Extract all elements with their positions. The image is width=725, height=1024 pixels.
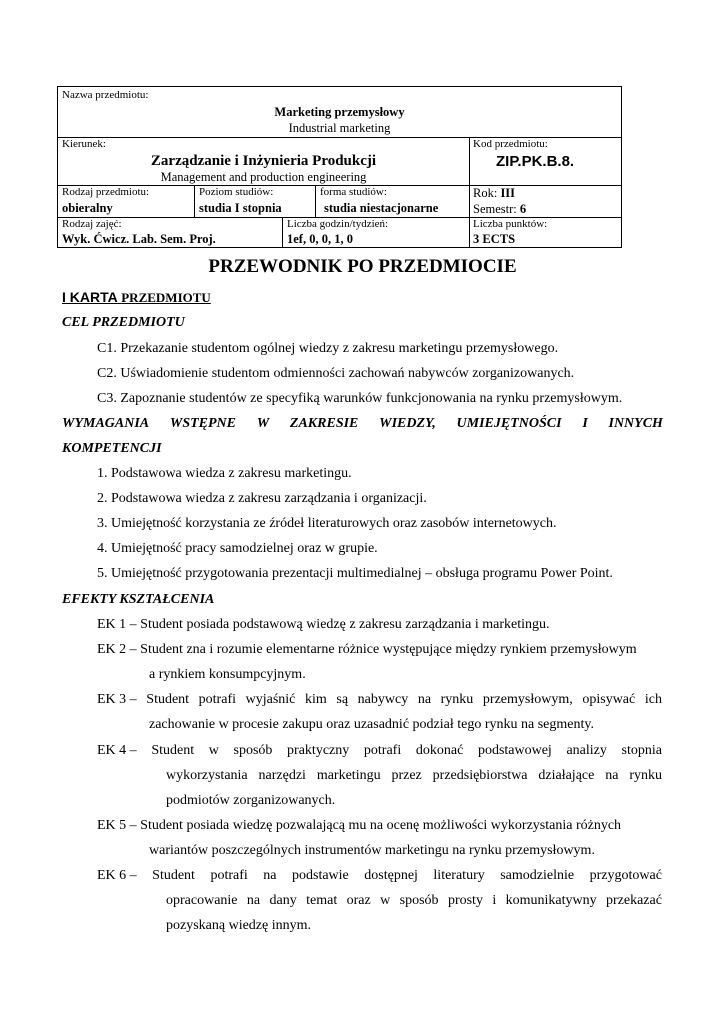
ek-word: marketingu — [316, 768, 381, 783]
efekty-heading: EFEKTY KSZTAŁCENIA — [62, 592, 215, 607]
ek-word: Student — [152, 868, 195, 883]
code-value: ZIP.PK.B.8. — [496, 153, 575, 170]
karta-prefix: I KARTA — [62, 289, 118, 305]
wymagania-item: 5. Umiejętność przygotowania prezentacji multimedialnej – obsługa programu Power Point. — [97, 566, 613, 581]
ek-word: przedsiębiorstwa — [432, 768, 528, 783]
heading-word: WIEDZY, — [379, 416, 436, 431]
heading-word: W — [256, 416, 270, 431]
ek-word: EK 6 – — [97, 868, 137, 883]
ek-word: na — [605, 768, 619, 783]
ek-word: dostępnej — [364, 868, 418, 883]
ek-word: w — [380, 893, 391, 908]
ek-word: literatury — [433, 868, 485, 883]
wymagania-item: 2. Podstawowa wiedza z zakresu zarządzania i organizacji. — [97, 491, 427, 506]
ek1: EK 1 – Student posiada podstawową wiedzę z zakresu zarządzania i marketingu. — [97, 617, 550, 632]
ek-word: oraz — [346, 893, 371, 908]
ek-word: rynku — [440, 692, 474, 707]
heading-word: ZAKRESIE — [289, 416, 359, 431]
type-label: Rodzaj przedmiotu: — [62, 186, 150, 198]
heading-word: INNYCH — [608, 416, 663, 431]
ek-word: opisywać — [582, 692, 636, 707]
ek-word: temat — [306, 893, 338, 908]
ek-word: przygotować — [589, 868, 662, 883]
ek-word: rynku — [629, 768, 662, 783]
karta-suffix: PRZEDMIOTU — [121, 290, 211, 305]
ek-word: przemysłowym, — [482, 692, 573, 707]
karta-heading — [62, 289, 211, 307]
cel-item: C2. Uświadomienie studentom odmienności zachowań nabywców zorganizowanych. — [97, 366, 575, 381]
table-divider — [194, 185, 195, 217]
ek-word: narzędzi — [258, 768, 306, 783]
ek-word: przekazać — [606, 893, 662, 908]
table-divider — [282, 217, 283, 248]
cel-item: C3. Zapoznanie studentów ze specyfiką warunków funkcjonowania na rynku przemysłowym. — [97, 391, 623, 406]
ek-word: na — [417, 692, 432, 707]
classes-value: Wyk. Ćwicz. Lab. Sem. Proj. — [62, 232, 216, 246]
ek-word: nabywcy — [357, 692, 409, 707]
type-value: obieralny — [62, 201, 113, 215]
ek-word: potrafi — [198, 692, 236, 707]
table-divider — [469, 137, 470, 248]
subject-name-en: Industrial marketing — [288, 121, 391, 135]
ek6-line1 — [97, 868, 662, 884]
points-label: Liczba punktów: — [473, 218, 548, 230]
year-cell — [473, 186, 515, 200]
ek-word: prosty — [447, 893, 483, 908]
ek4-line2 — [166, 768, 662, 784]
ek-word: podstawowej — [477, 743, 552, 758]
ek5-line1: EK 5 – Student posiada wiedzę pozwalającą mu na ocenę możliwości wykorzystania różnych — [97, 818, 622, 833]
code-label: Kod przedmiotu: — [473, 138, 548, 150]
ek-word: dokonać — [415, 743, 464, 758]
points-value: 3 ECTS — [473, 232, 516, 246]
ek-word: wykorzystania — [166, 768, 248, 783]
hours-label: Liczba godzin/tydzień: — [287, 218, 389, 230]
subject-name-pl: Marketing przemysłowy — [274, 105, 405, 119]
form-value: studia niestacjonarne — [324, 201, 439, 215]
ek3-line1 — [97, 692, 662, 708]
ek-word: samodzielnie — [500, 868, 575, 883]
table-divider — [315, 185, 316, 217]
direction-name-en: Management and production engineering — [160, 170, 367, 184]
ek-word: podstawie — [292, 868, 349, 883]
ek-word: komunikatywny — [505, 893, 597, 908]
ek-word: stopnia — [621, 743, 662, 758]
ek4-line3: podmiotów zorganizowanych. — [166, 793, 336, 808]
wymagania-item: 3. Umiejętność korzystania ze źródeł literaturowych oraz zasobów internetowych. — [97, 516, 557, 531]
ek-word: są — [336, 692, 349, 707]
year-value: III — [500, 186, 516, 200]
ek-word: potrafi — [210, 868, 248, 883]
ek-word: działające — [538, 768, 595, 783]
ek-word: w — [208, 743, 219, 758]
page-title: PRZEWODNIK PO PRZEDMIOCIE — [208, 256, 517, 277]
wymagania-item: 4. Umiejętność pracy samodzielnej oraz w grupie. — [97, 541, 378, 556]
ek-word: Student — [151, 743, 195, 758]
subject-label: Nazwa przedmiotu: — [62, 89, 149, 101]
course-info-table — [57, 86, 622, 248]
ek-word: opracowanie — [166, 893, 238, 908]
direction-label: Kierunek: — [62, 138, 106, 150]
ek-word: EK 3 – — [97, 692, 137, 707]
year-label: Rok: — [473, 186, 498, 200]
level-value: studia I stopnia — [199, 201, 282, 215]
wymagania-heading — [62, 416, 663, 432]
ek2-line1: EK 2 – Student zna i rozumie elementarne różnice występujące między rynkiem przemysłowym — [97, 642, 637, 657]
heading-word: WSTĘPNE — [169, 416, 236, 431]
heading-word: WYMAGANIA — [62, 416, 150, 431]
wymagania-heading-line2: KOMPETENCJI — [62, 441, 162, 456]
ek6-line3: pozyskaną wiedzę innym. — [166, 918, 312, 933]
ek-word: sposób — [399, 893, 439, 908]
ek-word: analizy — [566, 743, 607, 758]
ek-word: dany — [269, 893, 297, 908]
ek-word: przez — [391, 768, 422, 783]
heading-word: I — [582, 416, 588, 431]
wymagania-item: 1. Podstawowa wiedza z zakresu marketingu. — [97, 466, 352, 481]
ek2-line2: a rynkiem konsumpcyjnym. — [149, 667, 306, 682]
ek-word: EK 4 – — [97, 743, 137, 758]
cel-heading: CEL PRZEDMIOTU — [62, 315, 185, 330]
ek-word: na — [263, 868, 277, 883]
ek-word: wyjaśnić — [245, 692, 296, 707]
ek-word: potrafi — [363, 743, 402, 758]
ek-word: kim — [304, 692, 327, 707]
ek-word: praktyczny — [287, 743, 350, 758]
semester-cell — [473, 202, 526, 216]
cel-item: C1. Przekazanie studentom ogólnej wiedzy z zakresu marketingu przemysłowego. — [97, 341, 559, 356]
ek-word: i — [492, 893, 497, 908]
ek6-line2 — [166, 893, 662, 909]
direction-name-pl: Zarządzanie i Inżynieria Produkcji — [150, 153, 377, 169]
ek5-line2: wariantów poszczególnych instrumentów marketingu na rynku przemysłowym. — [149, 843, 595, 858]
ek4-line1 — [97, 743, 662, 759]
level-label: Poziom studiów: — [199, 186, 274, 198]
ek-word: na — [246, 893, 261, 908]
heading-word: UMIEJĘTNOŚCI — [456, 416, 562, 431]
semester-value: 6 — [519, 202, 527, 216]
ek-word: Student — [146, 692, 190, 707]
ek-word: sposób — [233, 743, 273, 758]
semester-label: Semestr: — [473, 202, 517, 216]
hours-value: 1ef, 0, 0, 1, 0 — [287, 232, 353, 246]
ek3-line2: zachowanie w procesie zakupu oraz uzasadnić podział tego rynku na segmenty. — [149, 717, 594, 732]
classes-label: Rodzaj zajęć: — [62, 218, 122, 230]
ek-word: ich — [644, 692, 662, 707]
form-label: forma studiów: — [320, 186, 387, 198]
